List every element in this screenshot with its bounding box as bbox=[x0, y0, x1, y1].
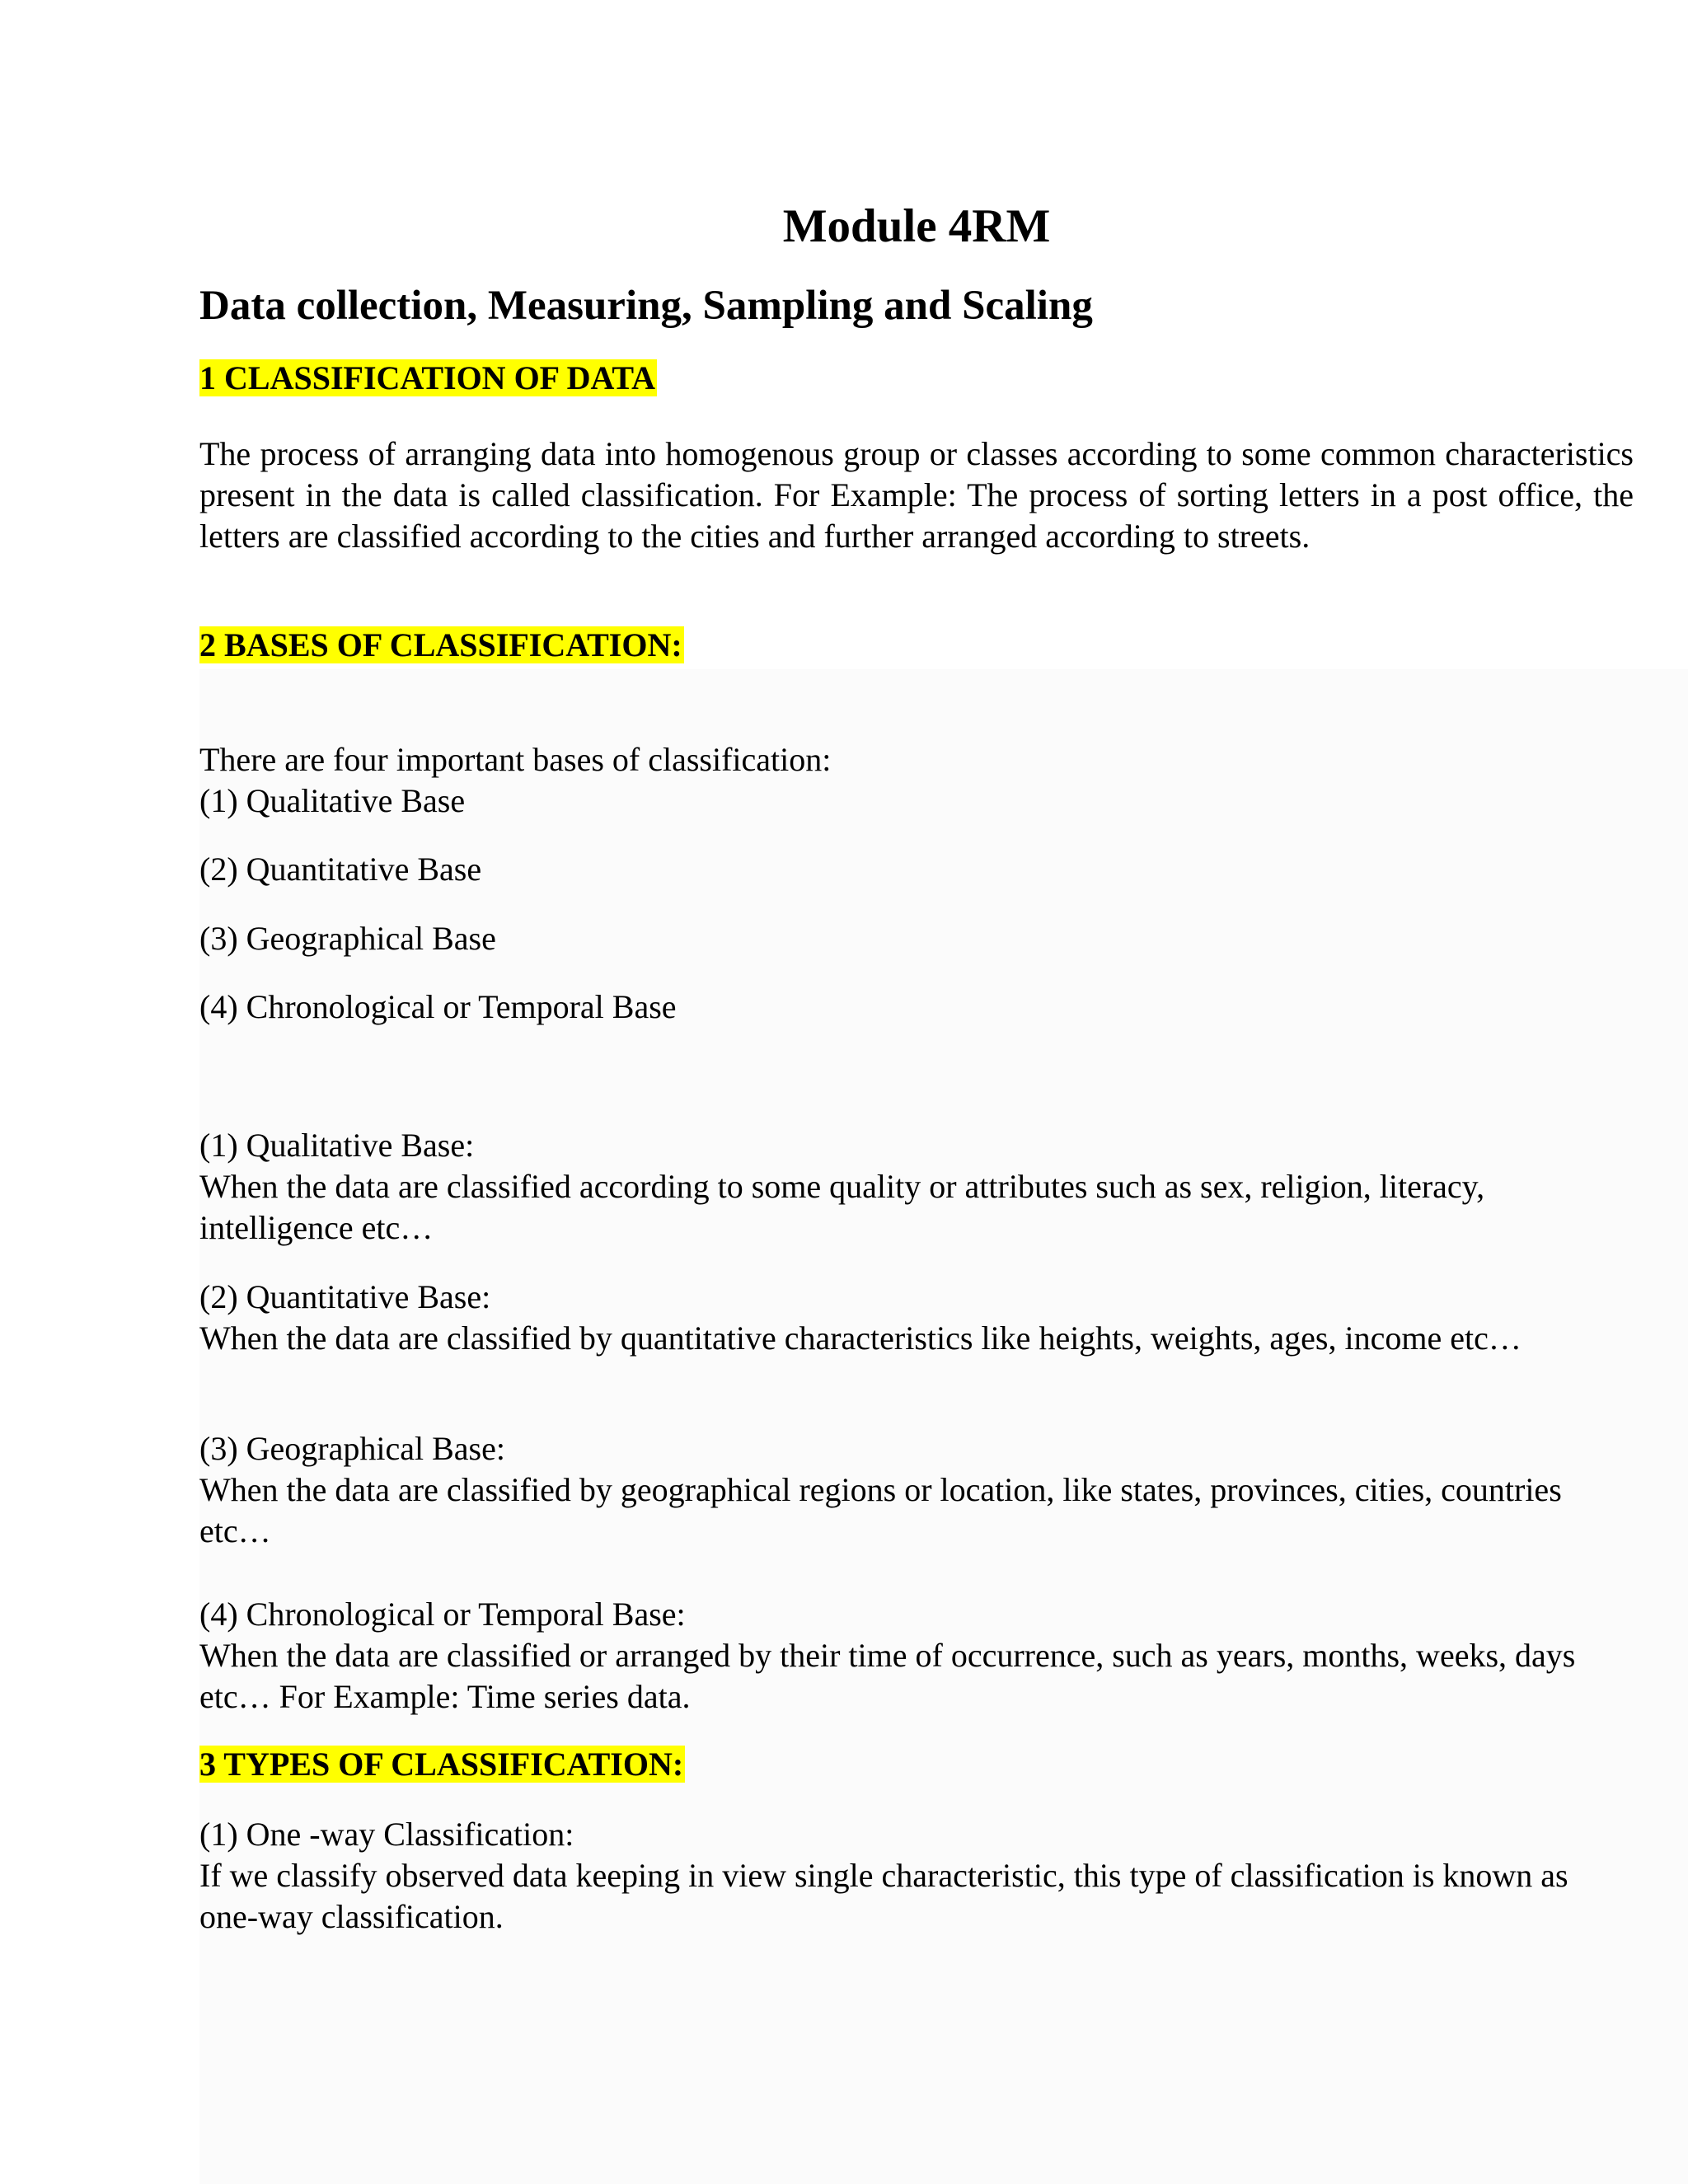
highlighted-heading-text: 2 BASES OF CLASSIFICATION: bbox=[199, 626, 682, 663]
classification-type-title: (1) One -way Classification: bbox=[199, 1816, 574, 1853]
document-subtitle: Data collection, Measuring, Sampling and Scaling bbox=[199, 283, 1093, 329]
page-shading bbox=[199, 669, 1688, 2184]
base-detail-title: (2) Quantitative Base: bbox=[199, 1278, 491, 1315]
bases-list-item: (1) Qualitative Base bbox=[199, 782, 466, 819]
section-heading-types-of-classification bbox=[199, 1745, 685, 1784]
base-detail-title: (3) Geographical Base: bbox=[199, 1430, 505, 1467]
base-detail-text: When the data are classified according to some quality or attributes such as sex, religion, literacy, intelligence etc… bbox=[199, 1168, 1485, 1246]
base-detail-title: (4) Chronological or Temporal Base: bbox=[199, 1596, 686, 1633]
document-title: Module 4RM bbox=[782, 200, 1051, 252]
highlighted-heading-text: 3 TYPES OF CLASSIFICATION: bbox=[199, 1746, 684, 1783]
base-detail-text: When the data are classified by quantitative characteristics like heights, weights, ages, income etc… bbox=[199, 1319, 1522, 1357]
highlighted-heading-text: 1 CLASSIFICATION OF DATA bbox=[199, 359, 656, 396]
bases-list-item: (4) Chronological or Temporal Base bbox=[199, 988, 677, 1025]
classification-type-text: If we classify observed data keeping in view single characteristic, this type of classification is known as one-way classification. bbox=[199, 1857, 1568, 1935]
section-heading-classification-of-data bbox=[199, 359, 657, 398]
classification-definition-paragraph: The process of arranging data into homogenous group or classes according to some common characteristics present in the data is called classification. For Example: The process of sorting letters in a post office, the letters are classified according to the cities and further arranged according to streets. bbox=[199, 435, 1634, 555]
base-detail-text: When the data are classified by geographical regions or location, like states, provinces, cities, countries etc… bbox=[199, 1471, 1562, 1549]
bases-list-item: (3) Geographical Base bbox=[199, 920, 496, 957]
base-detail-text: When the data are classified or arranged by their time of occurrence, such as years, months, weeks, days etc… For Example: Time series data. bbox=[199, 1637, 1576, 1715]
base-detail-title: (1) Qualitative Base: bbox=[199, 1127, 475, 1164]
section-heading-bases-of-classification bbox=[199, 626, 684, 665]
bases-list-item: (2) Quantitative Base bbox=[199, 851, 482, 888]
bases-intro-text: There are four important bases of classification: bbox=[199, 741, 832, 778]
